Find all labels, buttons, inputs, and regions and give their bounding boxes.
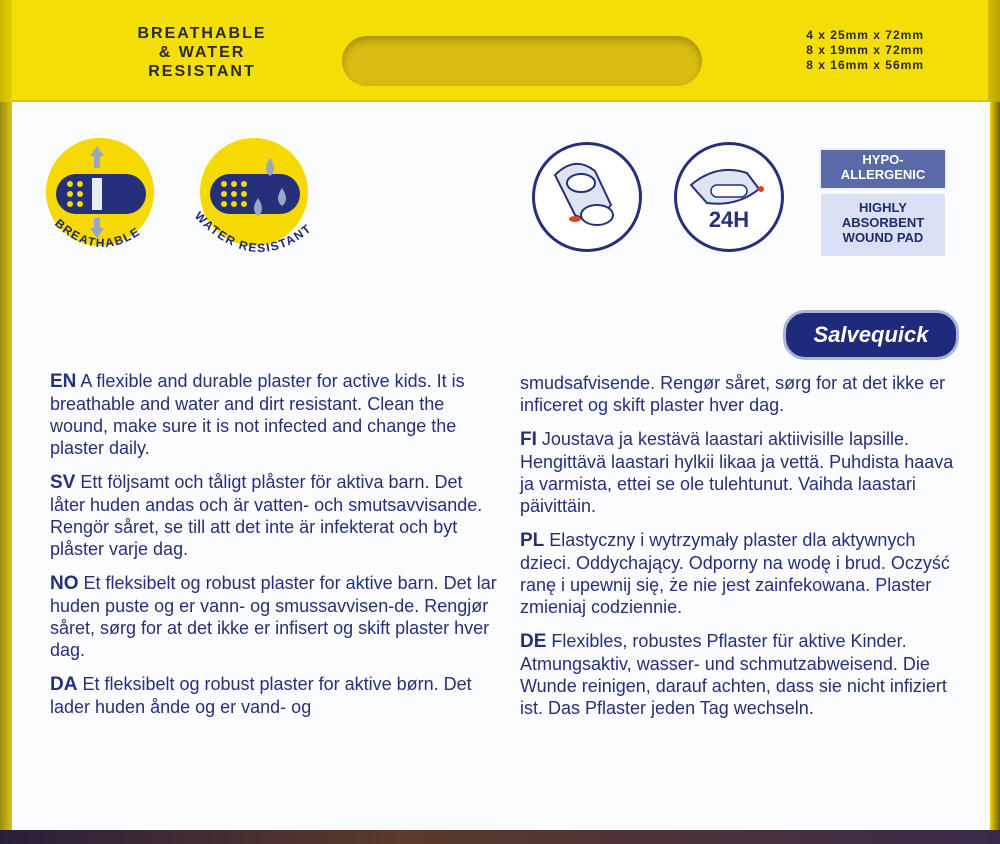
size-item: 4 x 25mm x 72mm (806, 28, 924, 42)
svg-text:WATER RESISTANT (192, 209, 315, 255)
breathable-label: BREATHABLE (52, 216, 143, 251)
instruction-da-continued: smudsafvisende. Rengør såret, sørg for at det ikke er inficeret og skift plaster hver dag. (520, 373, 946, 415)
salvequick-logo: Salvequick (783, 310, 959, 360)
hours-label: 24H (708, 207, 750, 232)
size-item: 8 x 16mm x 56mm (806, 58, 924, 72)
box-window-cutout (342, 36, 702, 86)
breathable-label-arc (32, 202, 172, 272)
tagline (87, 24, 317, 81)
tagline-line-1: BREATHABLE (137, 25, 267, 42)
instructions-column-right (520, 372, 970, 731)
instruction-fi (520, 428, 970, 517)
instruction-pl (520, 529, 970, 618)
lang-code-fi: FI (520, 429, 537, 450)
lang-code-da: DA (50, 674, 78, 695)
hypoallergenic-badge: HYPO-ALLERGENIC (819, 148, 947, 190)
instruction-en (50, 370, 500, 459)
box-bottom-edge (0, 830, 1000, 844)
instruction-text-fi: Joustava ja kestävä laastari aktiivisille lapsille. Hengittävä laastari hylkii likaa ja vettä. Puhdista haava ja varmista, ettei se ole tulehtunut. Vaihda laastari päivittäin. (520, 429, 954, 516)
water-resistant-label: WATER RESISTANT (191, 208, 315, 256)
instruction-da (50, 673, 500, 718)
svg-text:BREATHABLE (52, 216, 143, 250)
instruction-text-en: A flexible and durable plaster for active kids. It is breathable and water and dirt resistant. Clean the wound, make sure it is not infected and change the plaster daily. (50, 371, 465, 458)
absorbent-pad-badge: HIGHLY ABSORBENT WOUND PAD (821, 194, 945, 256)
box-right-edge (990, 102, 1000, 830)
instruction-no (50, 572, 500, 661)
apply-step-icon (532, 142, 642, 252)
lang-code-no: NO (50, 573, 79, 594)
tagline-line-3: RESISTANT (148, 63, 256, 80)
instruction-text-sv: Ett följsamt och tåligt plåster för aktiva barn. Det låter huden andas och är vatten- och smutsavvisande. Rengör såret, se till att det inte är infekterat och byt plåster varje dag. (50, 472, 483, 559)
lang-code-sv: SV (50, 472, 76, 493)
box-left-edge (0, 102, 12, 830)
size-list (734, 28, 924, 73)
size-item: 8 x 19mm x 72mm (806, 43, 924, 57)
instruction-text-da: Et fleksibelt og robust plaster for aktive børn. Det lader huden ånde og er vand- og (50, 674, 472, 717)
instruction-de (520, 630, 970, 719)
lang-code-pl: PL (520, 530, 545, 551)
lang-code-en: EN (50, 371, 77, 392)
instruction-sv (50, 471, 500, 560)
water-resistant-label-arc (180, 202, 340, 282)
instructions-column-left (50, 370, 500, 730)
lang-code-de: DE (520, 631, 547, 652)
top-yellow-band (12, 0, 988, 103)
instruction-text-no: Et fleksibelt og robust plaster for aktive barn. Det lar huden puste og er vann- og smussavvisen-de. Rengjør såret, sørg for at det ikke er infisert og skift plaster hver dag. (50, 573, 497, 660)
tagline-line-2: & WATER (158, 44, 246, 61)
wear-24h-icon (674, 142, 784, 252)
instruction-text-pl: Elastyczny i wytrzymały plaster dla aktywnych dzieci. Oddychający. Odporny na wodę i brud. Oczyść ranę i upewnij się, że nie jest zainfekowana. Plaster zmieniaj codziennie. (520, 530, 950, 617)
instruction-text-de: Flexibles, robustes Pflaster für aktive Kinder. Atmungsaktiv, wasser- und schmutzabweisend. Die Wunde reinigen, darauf achten, dass sie nicht infiziert ist. Das Pflaster jeden Tag wechseln. (520, 631, 947, 718)
